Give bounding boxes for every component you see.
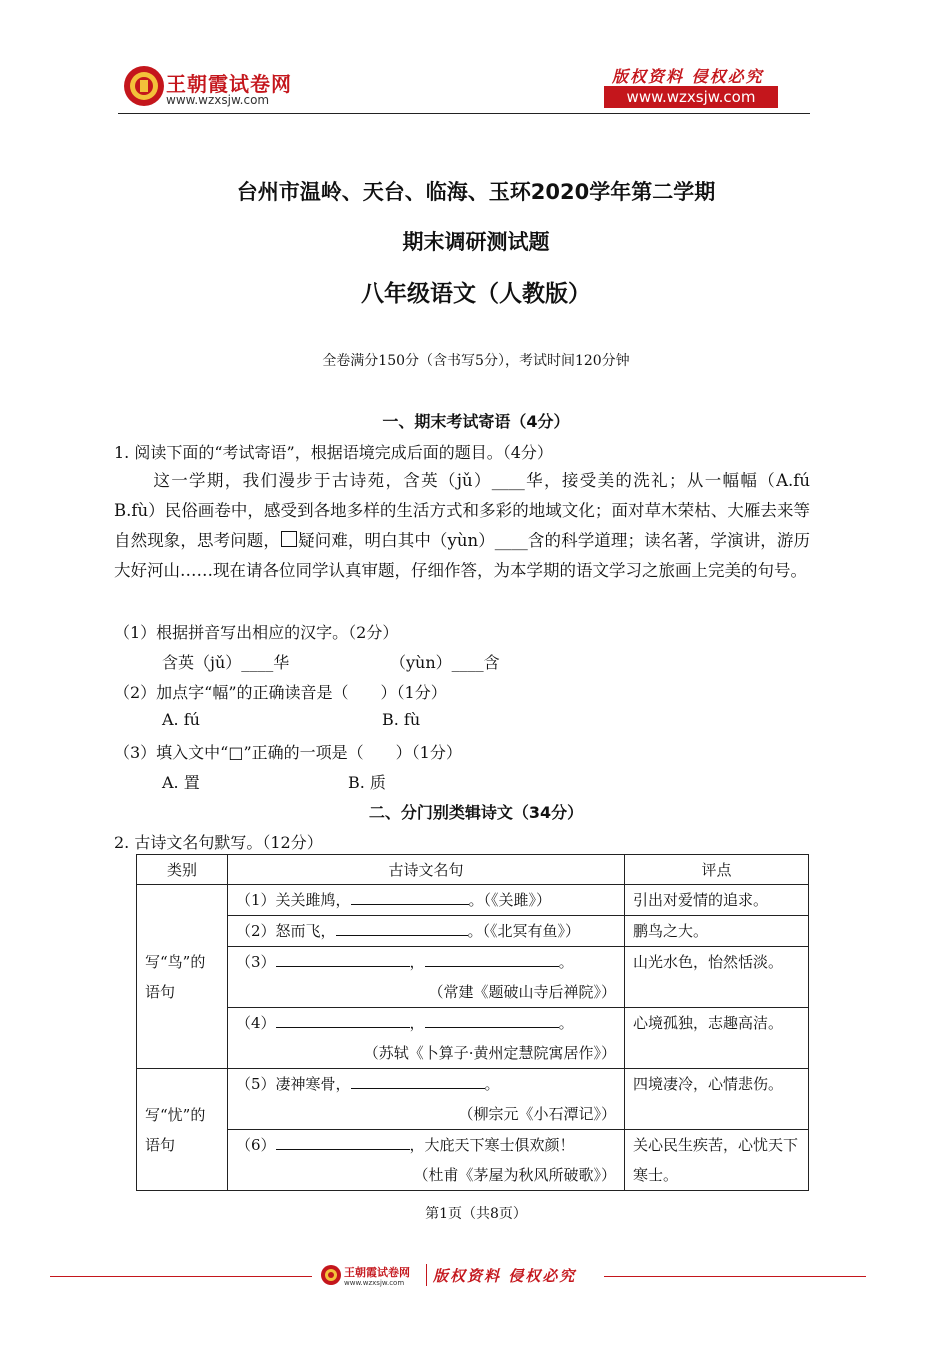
footer-url[interactable]: www.wzxsjw.com: [344, 1279, 405, 1287]
table-header: 古诗文名句: [228, 855, 625, 885]
exam-title-line2: 期末调研测试题: [402, 230, 550, 254]
option-2a: A. fú: [162, 710, 200, 729]
poem-cell: （2）怒而飞， 。（《北冥有鱼》）: [228, 916, 625, 947]
sub-question-1-a: 含英（jǔ）____华: [162, 653, 290, 672]
option-3a: A. 置: [162, 773, 200, 792]
passage: [114, 466, 810, 586]
table-header: 类别: [137, 855, 228, 885]
option-2b: B. fù: [382, 710, 421, 729]
option-3b: B. 质: [348, 773, 386, 792]
brand-logo-icon: [122, 64, 166, 108]
poem-source: （常建《题破山寺后禅院》）: [428, 983, 616, 1001]
footer-divider-right: [604, 1276, 866, 1277]
category-cell: 写“忧”的语句: [137, 1069, 228, 1191]
poetry-table: [136, 854, 809, 1191]
comment-cell: 关心民生疾苦，心忧天下寒士。: [625, 1130, 809, 1191]
exam-title-line3: 八年级语文（人教版）: [361, 281, 591, 307]
answer-blank[interactable]: [425, 952, 559, 967]
poem-cell: （6） ，大庇天下寒士俱欢颜！ （杜甫《茅屋为秋风所破歌》）: [228, 1130, 625, 1191]
table-row: [137, 1008, 809, 1069]
answer-blank[interactable]: [336, 921, 468, 936]
header-copyright: 版权资料 侵权必究: [612, 67, 764, 86]
poem-cell: （3） ， 。 （常建《题破山寺后禅院》）: [228, 947, 625, 1008]
footer-divider-left: [50, 1276, 312, 1277]
poem-source: （杜甫《茅屋为秋风所破歌》）: [413, 1166, 616, 1184]
table-row: [137, 916, 809, 947]
sub-question-2: （2）加点字“幅”的正确读音是（ ）（1分）: [114, 683, 447, 702]
header-brand: 王朝霞试卷网: [166, 72, 292, 96]
poem-source: （柳宗元《小石潭记》）: [458, 1105, 616, 1123]
passage-part-a: 这一学期，我们漫步于古诗苑，含英（jǔ）____华，接受美的洗礼；从一幅幅（A.fú B.fù）民俗画卷中，感受到各地多样的生活方式和多彩的地域文化；面对草木荣枯、大雁去来等自然现象，思考问题，: [114, 471, 810, 550]
blank-square-icon: [281, 531, 297, 547]
table-row: [137, 1069, 809, 1130]
poem-source: （苏轼《卜算子·黄州定慧院寓居作》）: [363, 1044, 616, 1062]
question-1: 1. 阅读下面的“考试寄语”，根据语境完成后面的题目。（4分）: [114, 443, 553, 462]
comment-cell: 鹏鸟之大。: [625, 916, 809, 947]
header-url[interactable]: www.wzxsjw.com: [166, 93, 270, 107]
section1-heading: 一、期末考试寄语（4分）: [382, 412, 570, 431]
poem-cell: （5）凄神寒骨， 。 （柳宗元《小石潭记》）: [228, 1069, 625, 1130]
poem-cell: （4） ， 。 （苏轼《卜算子·黄州定慧院寓居作》）: [228, 1008, 625, 1069]
exam-title-line1: 台州市温岭、天台、临海、玉环2020学年第二学期: [236, 180, 716, 204]
table-header: 评点: [625, 855, 809, 885]
section2-heading: 二、分门别类辑诗文（34分）: [368, 803, 584, 822]
category-cell: 写“鸟”的语句: [137, 885, 228, 1069]
question-2: 2. 古诗文名句默写。（12分）: [114, 833, 323, 852]
sub-question-3: （3）填入文中“□”正确的一项是（ ）（1分）: [114, 743, 462, 762]
passage-part-b: 疑问难，明白其中（yùn）____含的科学道理；读名著，学演讲，游历大好河山……现在请各位同学认真审题，仔细作答，为本学期的语文学习之旅画上完美的句号。: [114, 531, 811, 580]
table-row: [137, 947, 809, 1008]
page-number: 第1页（共8页）: [425, 1206, 527, 1222]
sub-question-1: （1）根据拼音写出相应的汉字。（2分）: [114, 623, 399, 642]
answer-blank[interactable]: [425, 1013, 559, 1028]
comment-cell: 引出对爱情的追求。: [625, 885, 809, 916]
sub-question-1-b: （yùn）____含: [390, 653, 500, 672]
exam-info: 全卷满分150分（含书写5分），考试时间120分钟: [322, 353, 630, 369]
footer-logo-icon: [320, 1264, 342, 1286]
answer-blank[interactable]: [276, 952, 410, 967]
answer-blank[interactable]: [276, 1013, 410, 1028]
answer-blank[interactable]: [351, 1074, 485, 1089]
footer-separator: [426, 1264, 427, 1286]
table-row: [137, 1130, 809, 1191]
comment-cell: 四境凄冷，心情悲伤。: [625, 1069, 809, 1130]
header-divider: [118, 113, 810, 114]
footer-copyright: 版权资料 侵权必究: [433, 1267, 577, 1285]
answer-blank[interactable]: [351, 890, 469, 905]
comment-cell: 山光水色，怡然恬淡。: [625, 947, 809, 1008]
header-url-box[interactable]: www.wzxsjw.com: [604, 86, 778, 108]
poem-cell: （1）关关雎鸠， 。（《关雎》）: [228, 885, 625, 916]
table-row: [137, 885, 809, 916]
comment-cell: 心境孤独，志趣高洁。: [625, 1008, 809, 1069]
footer-brand: 王朝霞试卷网: [344, 1266, 410, 1279]
answer-blank[interactable]: [276, 1135, 410, 1150]
